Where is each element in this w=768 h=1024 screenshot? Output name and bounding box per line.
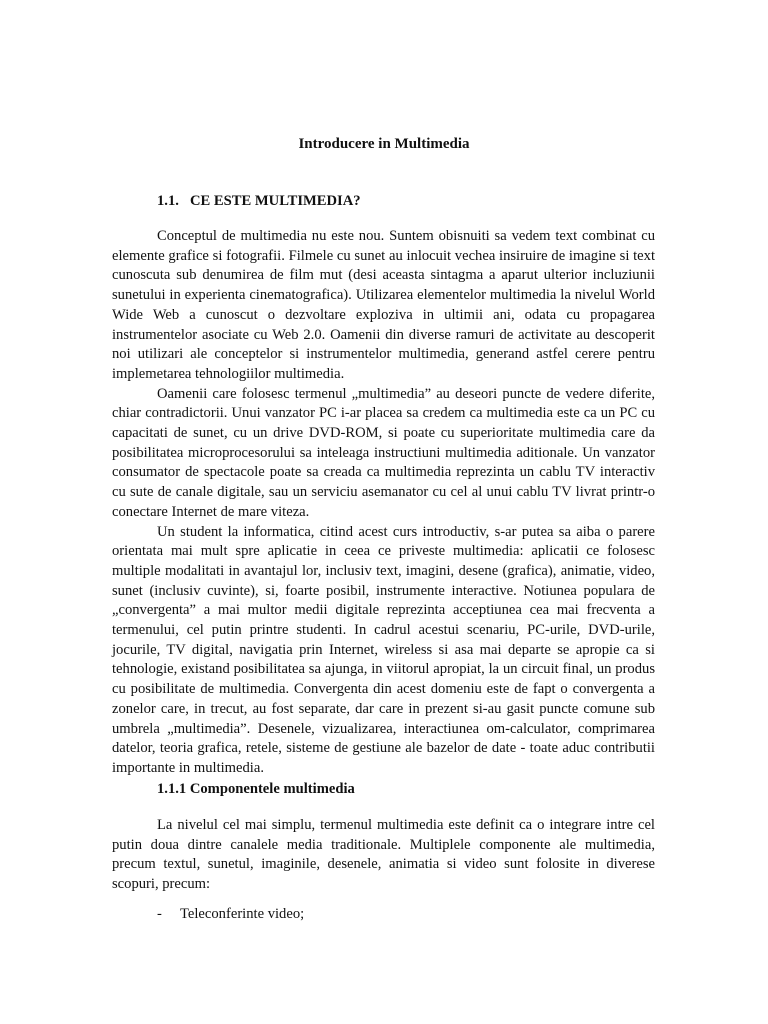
document-title: Introducere in Multimedia: [298, 136, 470, 152]
section-heading-1-1-1: 1.1.1 Componentele multimedia: [157, 781, 355, 797]
bullet-text: Teleconferinte video;: [180, 906, 305, 922]
paragraph: Oamenii care folosesc termenul „multimedia” au deseori puncte de vedere diferite, chiar contradictorii. Unui vanzator PC i-ar placea sa credem ca multimedia este ca un PC cu capacitati de sunet, cu un drive DVD-ROM, si poate cu superioritate multimedia care da posibilitatea microprocesorului sa inteleaga instructiuni multimedia aditionale. Un vanzator consumator de spectacole poate sa creada ca multimedia reprezinta un cablu TV interactiv cu sute de canale digitale, sau un serviciu asemanator cu cel al unui cablu TV livrat printr-o conectare Internet de mare viteza.: [112, 385, 655, 520]
section-heading-1-1: [157, 192, 361, 212]
bullet-item: [157, 905, 304, 925]
section-title: CE ESTE MULTIMEDIA?: [190, 193, 361, 209]
bullet-marker: -: [157, 906, 162, 922]
section-1-1-body: [112, 227, 655, 779]
paragraph: Un student la informatica, citind acest curs introductiv, s-ar putea sa aiba o parere orientata mai mult spre aplicatie in ceea ce priveste multimedia: aplicatii ce folosesc multiple modalitati in avantajul lor, inclusiv text, imagini, desene (grafica), animatie, video, sunet (inclusiv cuvinte), si, foarte posibil, instrumente interactive. Notiunea populara de „convergenta” a mai multor medii digitale reprezinta acceptiunea cea mai frecventa a termenului, cel putin printre studenti. In cadrul acestui scenariu, PC-urile, DVD-urile, jocurile, TV digital, navigatia prin Internet, wireless si asa mai departe se apropie ca si tehnologie, existand posibilitatea sa ajunga, in viitorul apropiat, la un circuit final, un produs cu posibilitate de multimedia. Convergenta din acest domeniu este de fapt o convergenta a zonelor care, in trecut, au fost separate, dar care in prezent si-au gasit puncte comune sub umbrela „multimedia”. Desenele, vizualizarea, interactiunea om-calculator, comprimarea datelor, teoria grafica, retele, sisteme de gestiune ale bazelor de date - toate aduc contributii importante in multimedia.: [112, 523, 655, 776]
paragraph: La nivelul cel mai simplu, termenul multimedia este definit ca o integrare intre cel putin doua dintre canalele media traditionale. Multiplele componente ale multimedia, precum textul, sunetul, imaginile, desenele, animatia si video sunt folosite in diverese scopuri, precum:: [112, 817, 655, 893]
paragraph: Conceptul de multimedia nu este nou. Suntem obisnuiti sa vedem text combinat cu elemente grafice si fotografii. Filmele cu sunet au inlocuit vechea insiruire de imagine si text cunoscuta sub denumirea de film mut (desi aceasta sintagma a aparut ulterior incluziunii sunetului in experienta cinematografica). Utilizarea elementelor multimedia la nivelul World Wide Web a cunoscut o dezvoltare exploziva in ultimii ani, odata cu propagarea instrumentelor asociate cu Web 2.0. Oamenii din diverse ramuri de activitate au descoperit noi utilizari ale conceptelor si instrumentelor multimedia, generand astfel cerere pentru implemetarea tehnologiilor multimedia.: [112, 228, 655, 382]
section-1-1-1-body: [112, 816, 655, 895]
section-number: 1.1.: [157, 193, 179, 209]
